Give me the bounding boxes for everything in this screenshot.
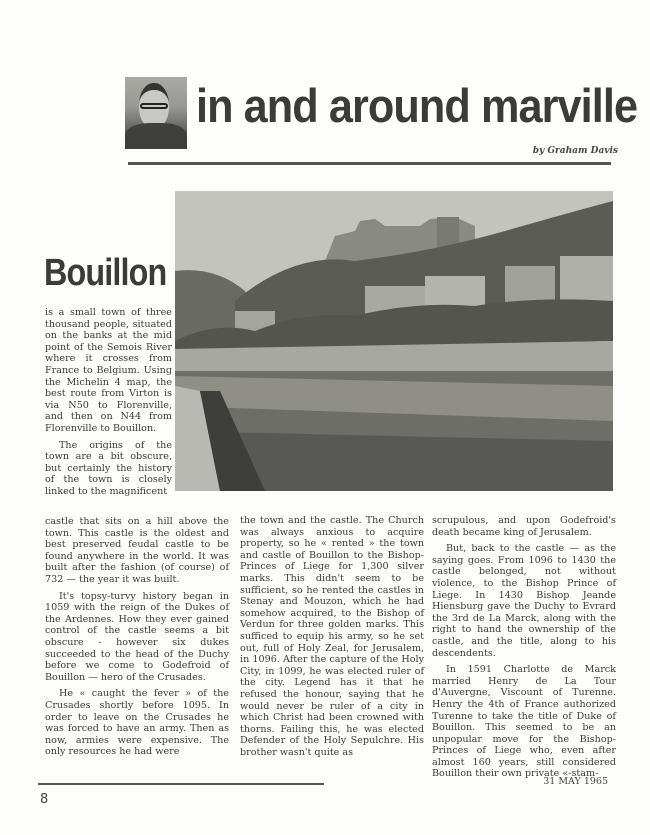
column-title: in and around marville bbox=[196, 79, 638, 132]
footer-rule bbox=[38, 783, 324, 785]
bouillon-castle-photo bbox=[175, 191, 613, 491]
paragraph: the town and the castle. The Church was always anxious to acquire property, so he « rented » the town and castle of Bouillon to the Bishop-Princes of Liege for 1,300 silver marks. This didn't seem to be sufficient, so he rented the castles in Stenay and Mouzon, which he had somehow acquired, to the Bishop of Verdun for three golden marks. This sufficed to equip his army, so he set out, full of Holy Zeal, for Jerusalem, in 1096. After the capture of the Holy City, in 1099, he was elected ruler of the city. Legend has it that he refused the honour, saying that he would never be ruler of a city in which Christ had been crowned with thorns. Failing this, he was elected Defender of the Holy Sepulchre. His brother wasn't quite as bbox=[240, 515, 424, 758]
article-kicker: Bouillon bbox=[44, 252, 167, 294]
paragraph: castle that sits on a hill above the town. This castle is the oldest and best preserved feudal castle to be found anywhere in the world. It was built after the fashion (of course) of 732 — the year it was built. bbox=[45, 516, 229, 585]
author-portrait bbox=[125, 77, 187, 149]
paragraph: But, back to the castle — as the saying goes. From 1096 to 1430 the castle belonged, not without violence, to the Bishop Prince of Liege. In 1430 Bishop Jeande Hiensburg gave the Duchy to Evrard the 3rd de La Marck, along with the right to hand the ownership of the castle, and the title, along to his descendents. bbox=[432, 543, 616, 659]
paragraph: He « caught the fever » of the Crusades shortly before 1095. In order to leave on the Crusades he was forced to have an army. Then as now, armies were expensive. The only resources he had were bbox=[45, 688, 229, 758]
paragraph: It's topsy-turvy history began in 1059 with the reign of the Dukes of the Ardennes. How they ever gained control of the castle seems a bit obscure - however six dukes succeeded to the head of the Duchy before we come to Godefroid of Bouillon — hero of the Crusades. bbox=[45, 590, 229, 683]
page-number: 8 bbox=[40, 792, 49, 807]
issue-date: 31 MAY 1965 bbox=[543, 776, 608, 787]
column-middle bbox=[240, 515, 424, 763]
paragraph: is a small town of three thousand people, situated on the banks at the mid point of the Semois River where it crosses from France to Belgium. Using the Michelin 4 map, the best route from Virton is via N50 to Florenville, and then on N44 from Florenville to Bouillon. bbox=[45, 307, 172, 434]
column-left-wide bbox=[45, 516, 229, 763]
paragraph: scrupulous, and upon Godefroid's death became king of Jerusalem. bbox=[432, 515, 616, 538]
header-rule bbox=[128, 162, 611, 165]
byline: by Graham Davis bbox=[532, 146, 618, 156]
column-right bbox=[432, 515, 616, 785]
column-left-narrow bbox=[45, 307, 172, 503]
paragraph: The origins of the town are a bit obscure, but certainly the history of the town is closely linked to the magnificent bbox=[45, 439, 172, 497]
paragraph: In 1591 Charlotte de Marck married Henry de La Tour d'Auvergne, Viscount of Turenne. Henry the 4th of France authorized Turenne to take the title of Duke of Bouillon. This seemed to be an unpopular move for the Bishop-Princes of Liege who, even after almost 160 years, still considered Bouillon their own private «-stam- bbox=[432, 664, 616, 780]
